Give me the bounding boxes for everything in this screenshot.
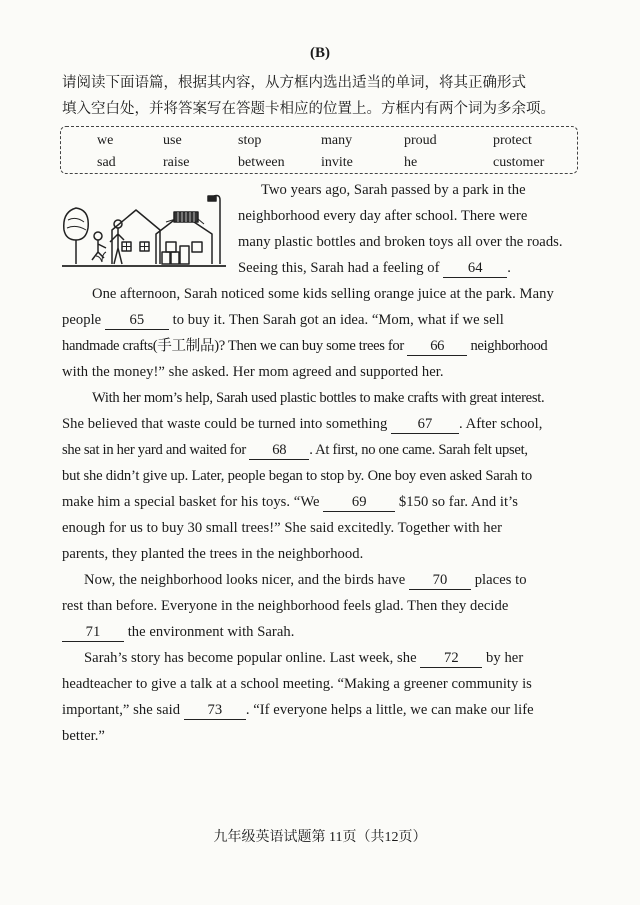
passage-line: headteacher to give a talk at a school meeting. “Making a greener community is: [62, 676, 532, 692]
passage-line: many plastic bottles and broken toys all over the roads.: [238, 234, 563, 250]
text-segment: neighborhood: [470, 338, 548, 354]
passage-line: Two years ago, Sarah passed by a park in the: [261, 182, 526, 198]
word-option: use: [163, 133, 182, 148]
passage-line: [84, 567, 527, 593]
text-segment: . At first, no one came. Sarah felt upset,: [309, 442, 528, 458]
passage-line: [84, 645, 523, 671]
word-option: many: [321, 133, 353, 148]
word-option: raise: [163, 155, 190, 170]
passage-line: [62, 437, 528, 463]
text-segment: by her: [486, 650, 524, 666]
text-segment: people: [62, 312, 102, 328]
passage-line: with the money!” she asked. Her mom agreed and supported her.: [62, 364, 444, 380]
neighborhood-illustration: [62, 190, 230, 276]
text-segment: .: [507, 260, 511, 276]
answer-blank-69[interactable]: 69: [323, 494, 395, 512]
passage-line: but she didn’t give up. Later, people began to stop by. One boy even asked Sarah to: [62, 468, 532, 484]
word-option: protect: [493, 133, 532, 148]
word-option: invite: [321, 155, 353, 170]
passage-line: One afternoon, Sarah noticed some kids selling orange juice at the park. Many: [92, 286, 554, 302]
text-segment: important,” she said: [62, 702, 181, 718]
text-segment: make him a special basket for his toys. “We: [62, 494, 320, 510]
passage-line: [62, 697, 534, 723]
passage-line: [62, 333, 547, 359]
passage-line: [62, 307, 504, 333]
answer-blank-67[interactable]: 67: [391, 416, 459, 434]
word-option: we: [97, 133, 114, 148]
passage-line: enough for us to buy 30 small trees!” She said excitedly. Together with her: [62, 520, 503, 536]
section-title: (B): [310, 45, 330, 61]
answer-blank-66[interactable]: 66: [407, 338, 467, 356]
passage-line: better.”: [62, 728, 105, 744]
answer-blank-72[interactable]: 72: [420, 650, 482, 668]
passage-line: [62, 489, 518, 515]
word-option: customer: [493, 155, 545, 170]
text-segment: . “If everyone helps a little, we can make our life: [245, 702, 534, 718]
text-segment: places to: [474, 572, 527, 588]
text-segment: $150 so far. And it’s: [398, 494, 518, 510]
passage-line: [238, 255, 511, 281]
passage-line: [62, 411, 542, 437]
instruction-line-1: 请阅读下面语篇，根据其内容，从方框内选出适当的单词，将其正确形式: [62, 75, 526, 91]
word-option: between: [238, 155, 285, 170]
answer-blank-68[interactable]: 68: [249, 442, 309, 460]
instruction-line-2: 填入空白处，并将答案写在答题卡相应的位置上。方框内有两个词为多余项。: [62, 101, 555, 117]
answer-blank-71[interactable]: 71: [62, 624, 124, 642]
answer-blank-73[interactable]: 73: [184, 702, 246, 720]
text-segment: Sarah’s story has become popular online. Last week, she: [84, 650, 417, 666]
word-option: stop: [238, 133, 262, 148]
word-option: sad: [97, 155, 116, 170]
text-segment: she sat in her yard and waited for: [62, 442, 246, 458]
text-segment: to buy it. Then Sarah got an idea. “Mom, what if we sell: [172, 312, 504, 328]
answer-blank-64[interactable]: 64: [443, 260, 507, 278]
text-segment: She believed that waste could be turned into something: [62, 416, 388, 432]
word-box: [60, 126, 578, 174]
text-segment: the environment with Sarah.: [127, 624, 295, 640]
text-segment: Seeing this, Sarah had a feeling of: [238, 260, 440, 276]
word-option: he: [404, 155, 418, 170]
answer-blank-70[interactable]: 70: [409, 572, 471, 590]
text-segment: . After school,: [459, 416, 543, 432]
passage-line: [62, 619, 294, 645]
passage-line: neighborhood every day after school. There were: [238, 208, 528, 224]
word-option: proud: [404, 133, 437, 148]
text-segment: Now, the neighborhood looks nicer, and the birds have: [84, 572, 406, 588]
answer-blank-65[interactable]: 65: [105, 312, 169, 330]
text-segment: handmade crafts(手工制品)? Then we can buy some trees for: [62, 338, 404, 354]
passage-line: rest than before. Everyone in the neighborhood feels glad. Then they decide: [62, 598, 509, 614]
page-footer: 九年级英语试题第 11页（共12页）: [213, 830, 427, 845]
passage-line: With her mom’s help, Sarah used plastic bottles to make crafts with great interest.: [92, 390, 545, 406]
passage-line: parents, they planted the trees in the neighborhood.: [62, 546, 364, 562]
